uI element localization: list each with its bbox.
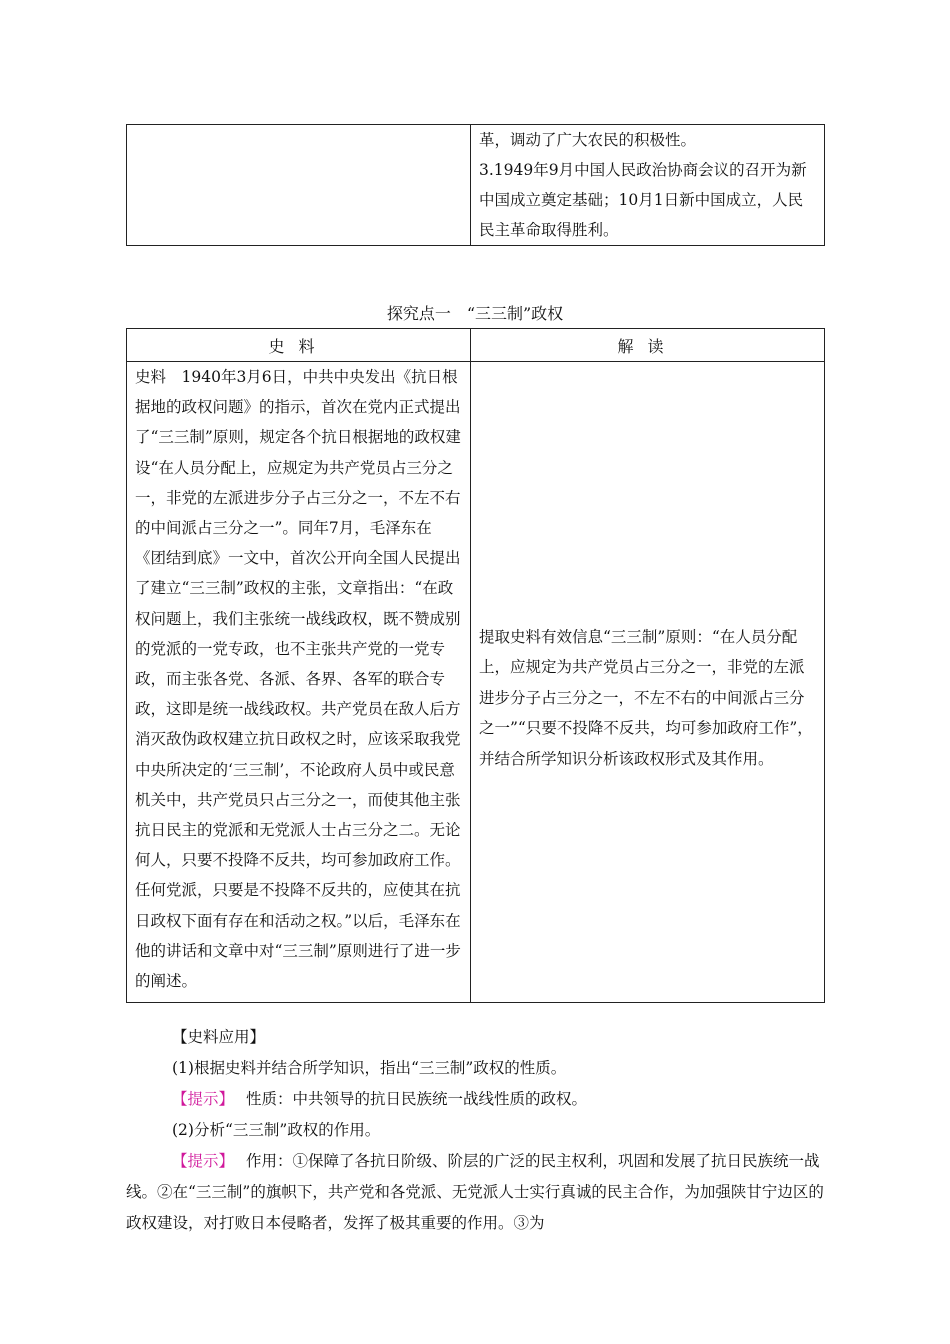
interpretation-cell (471, 362, 825, 1003)
hint-label-2: 【提示】 (172, 1152, 235, 1170)
hint-text-2: 作用：①保障了各抗日阶级、阶层的广泛的民主权利，巩固和发展了抗日民族统一战线。②在“三三制”的旗帜下，共产党和各党派、无党派人士实行真诚的民主合作，为加强陕甘宁边区的政权建设，对打败日本侵略者，发挥了极其重要的作用。③为 (126, 1152, 824, 1232)
continued-line-2: 3.1949年9月中国人民政治协商会议的召开为新中国成立奠定基础；10月1日新中国成立，人民民主革命取得胜利。 (479, 161, 807, 239)
continued-table-right-cell (471, 125, 825, 246)
header-source: 史料 (127, 329, 471, 362)
answer-1 (126, 1084, 826, 1115)
application-heading: 【史料应用】 (172, 1028, 266, 1046)
interpretation-text: 提取史料有效信息“三三制”原则：“在人员分配上，应规定为共产党员占三分之一，非党的左派进步分子占三分之一，不左不右的中间派占三分之一”“只要不投降不反共，均可参加政府工作”，并结合所学知识分析该政权形式及其作用。 (479, 627, 813, 768)
hint-text-1: 性质：中共领导的抗日民族统一战线性质的政权。 (246, 1090, 588, 1108)
answer-2 (126, 1146, 826, 1239)
section-title: 探究点一 “三三制”政权 (386, 304, 564, 323)
question-1: (1)根据史料并结合所学知识，指出“三三制”政权的性质。 (172, 1059, 567, 1077)
continued-table (126, 124, 825, 246)
continued-line-1: 革，调动了广大农民的积极性。 (479, 131, 697, 149)
continued-table-left-cell (127, 125, 471, 246)
hint-label-1: 【提示】 (172, 1090, 235, 1108)
application-section (126, 1022, 826, 1239)
header-interpretation: 解读 (471, 329, 825, 362)
source-text: 史料 1940年3月6日，中共中央发出《抗日根据地的政权问题》的指示，首次在党内正式提出了“三三制”原则，规定各个抗日根据地的政权建设“在人员分配上，应规定为共产党员占三分之一，非党的左派进步分子占三分之一，不左不右的中间派占三分之一”。同年7月，毛泽东在《团结到底》一文中，首次公开向全国人民提出了建立“三三制”政权的主张，文章指出：“在政权问题上，我们主张统一战线政权，既不赞成别的党派的一党专政，也不主张共产党的一党专政，而主张各党、各派、各界、各军的联合专政，这即是统一战线政权。共产党员在敌人后方消灭敌伪政权建立抗日政权之时，应该采取我党中央所决定的‘三三制’，不论政府人员中或民意机关中，共产党员只占三分之一，而使其他主张抗日民主的党派和无党派人士占三分之二。无论何人，只要不投降不反共，均可参加政府工作。任何党派，只要是不投降不反共的，应使其在抗日政权下面有存在和活动之权。”以后，毛泽东在他的讲话和文章中对“三三制”原则进行了进一步的阐述。 (135, 368, 461, 991)
source-table (126, 328, 825, 1003)
question-2: (2)分析“三三制”政权的作用。 (172, 1121, 381, 1139)
source-cell (127, 362, 471, 1003)
